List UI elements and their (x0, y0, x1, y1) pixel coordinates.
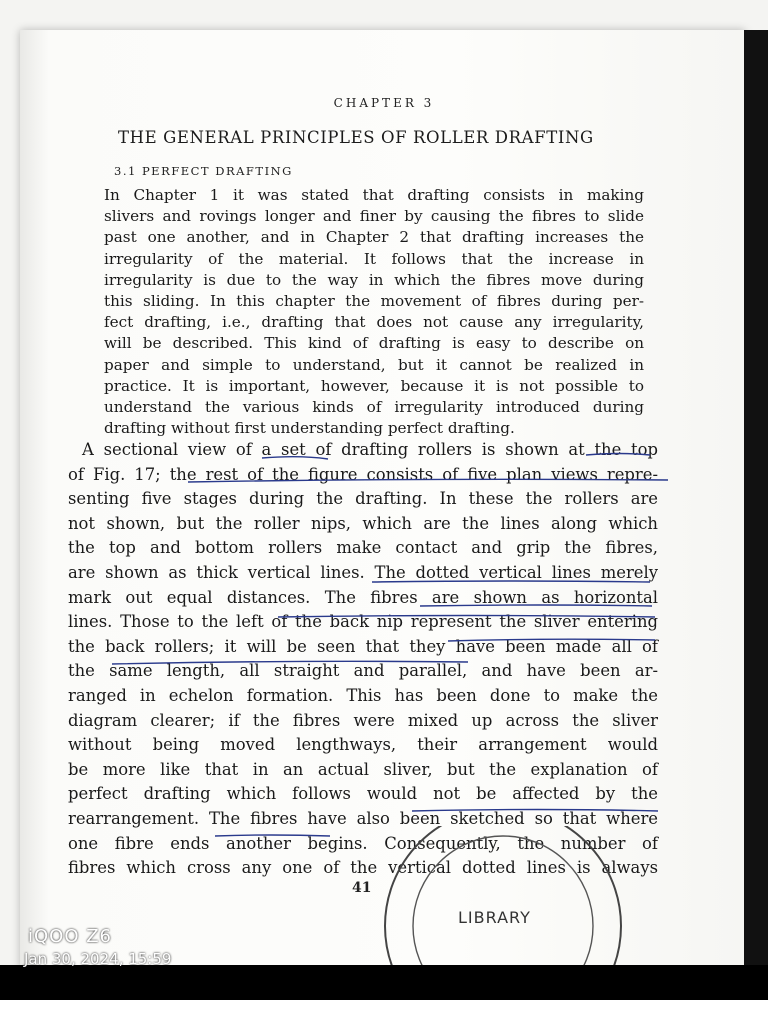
text-line: the same length, all straight and parallel, and have been ar- (68, 661, 658, 681)
camera-watermark-timestamp: Jan 30, 2024, 15:59 (24, 950, 172, 968)
text-line: not shown, but the roller nips, which are the lines along which (68, 513, 658, 533)
text-line: understand the various kinds of irregularity introduced during (104, 398, 644, 417)
stamp-circle (378, 826, 628, 966)
text-line: senting five stages during the drafting. In these the rollers are (68, 489, 658, 509)
library-stamp (378, 826, 628, 966)
underline-stroke (188, 479, 668, 482)
photo-bottom-band (0, 965, 768, 1000)
text-line: diagram clearer; if the fibres were mixed up across the sliver (68, 710, 658, 730)
text-line: perfect drafting which follows would not be affected by the (68, 784, 658, 804)
underline-stroke (262, 457, 328, 459)
text-line: be more like that in an actual sliver, but the explanation of (68, 759, 658, 779)
text-line: of Fig. 17; the rest of the figure consists of five plan views repre- (68, 464, 658, 484)
underline-stroke (112, 661, 468, 664)
underline-stroke (215, 835, 330, 836)
text-line: will be described. This kind of drafting is easy to describe on (104, 334, 644, 353)
text-line: practice. It is important, however, because it is not possible to (104, 376, 644, 395)
chapter-heading: CHAPTER 3 (333, 96, 435, 110)
section-heading: 3.1 PERFECT DRAFTING (114, 164, 293, 178)
photo-bottom-margin (0, 1000, 768, 1024)
underline-stroke (586, 454, 650, 456)
text-line: drafting without first understanding perfect drafting. (104, 419, 515, 438)
text-line: A sectional view of a set of drafting rollers is shown at the top (82, 440, 658, 459)
text-line: irregularity of the material. It follows that the increase in (104, 249, 644, 268)
text-line: lines. Those to the left of the back nip represent the sliver entering (68, 612, 658, 632)
text-line: fect drafting, i.e., drafting that does not cause any irregularity, (104, 313, 644, 332)
text-line: ranged in echelon formation. This has been done to make the (68, 685, 658, 705)
text-line: one fibre ends another begins. Consequently, the number of (68, 833, 658, 853)
underline-stroke (412, 810, 658, 812)
page-number: 41 (352, 880, 372, 896)
text-line: the back rollers; it will be seen that they have been made all of (68, 636, 658, 656)
text-line: irregularity is due to the way in which the fibres move during (104, 270, 644, 289)
underline-stroke (278, 616, 655, 618)
text-line: In Chapter 1 it was stated that drafting consists in making (104, 186, 644, 204)
text-line: past one another, and in Chapter 2 that drafting increases the (104, 228, 644, 247)
text-line: paper and simple to understand, but it cannot be realized in (104, 355, 644, 374)
text-line: the top and bottom rollers make contact and grip the fibres, (68, 538, 658, 558)
text-line: rearrangement. The fibres have also been sketched so that where (68, 808, 658, 828)
underline-stroke (420, 605, 652, 606)
stamp-label: LIBRARY (458, 908, 531, 927)
text-line: without being moved lengthways, their arrangement would (68, 735, 658, 755)
text-line: fibres which cross any one of the vertical dotted lines is always (68, 858, 658, 878)
text-line: mark out equal distances. The fibres are shown as horizontal (68, 587, 658, 607)
underline-stroke (448, 639, 655, 641)
camera-watermark-device: iQOO Z6 (28, 926, 113, 947)
text-line: slivers and rovings longer and finer by causing the fibres to slide (104, 207, 644, 226)
underline-stroke (372, 581, 650, 582)
text-line: are shown as thick vertical lines. The dotted vertical lines merely (68, 562, 658, 582)
chapter-title: THE GENERAL PRINCIPLES OF ROLLER DRAFTING (118, 128, 594, 147)
text-line: this sliding. In this chapter the movement of fibres during per- (104, 292, 644, 311)
